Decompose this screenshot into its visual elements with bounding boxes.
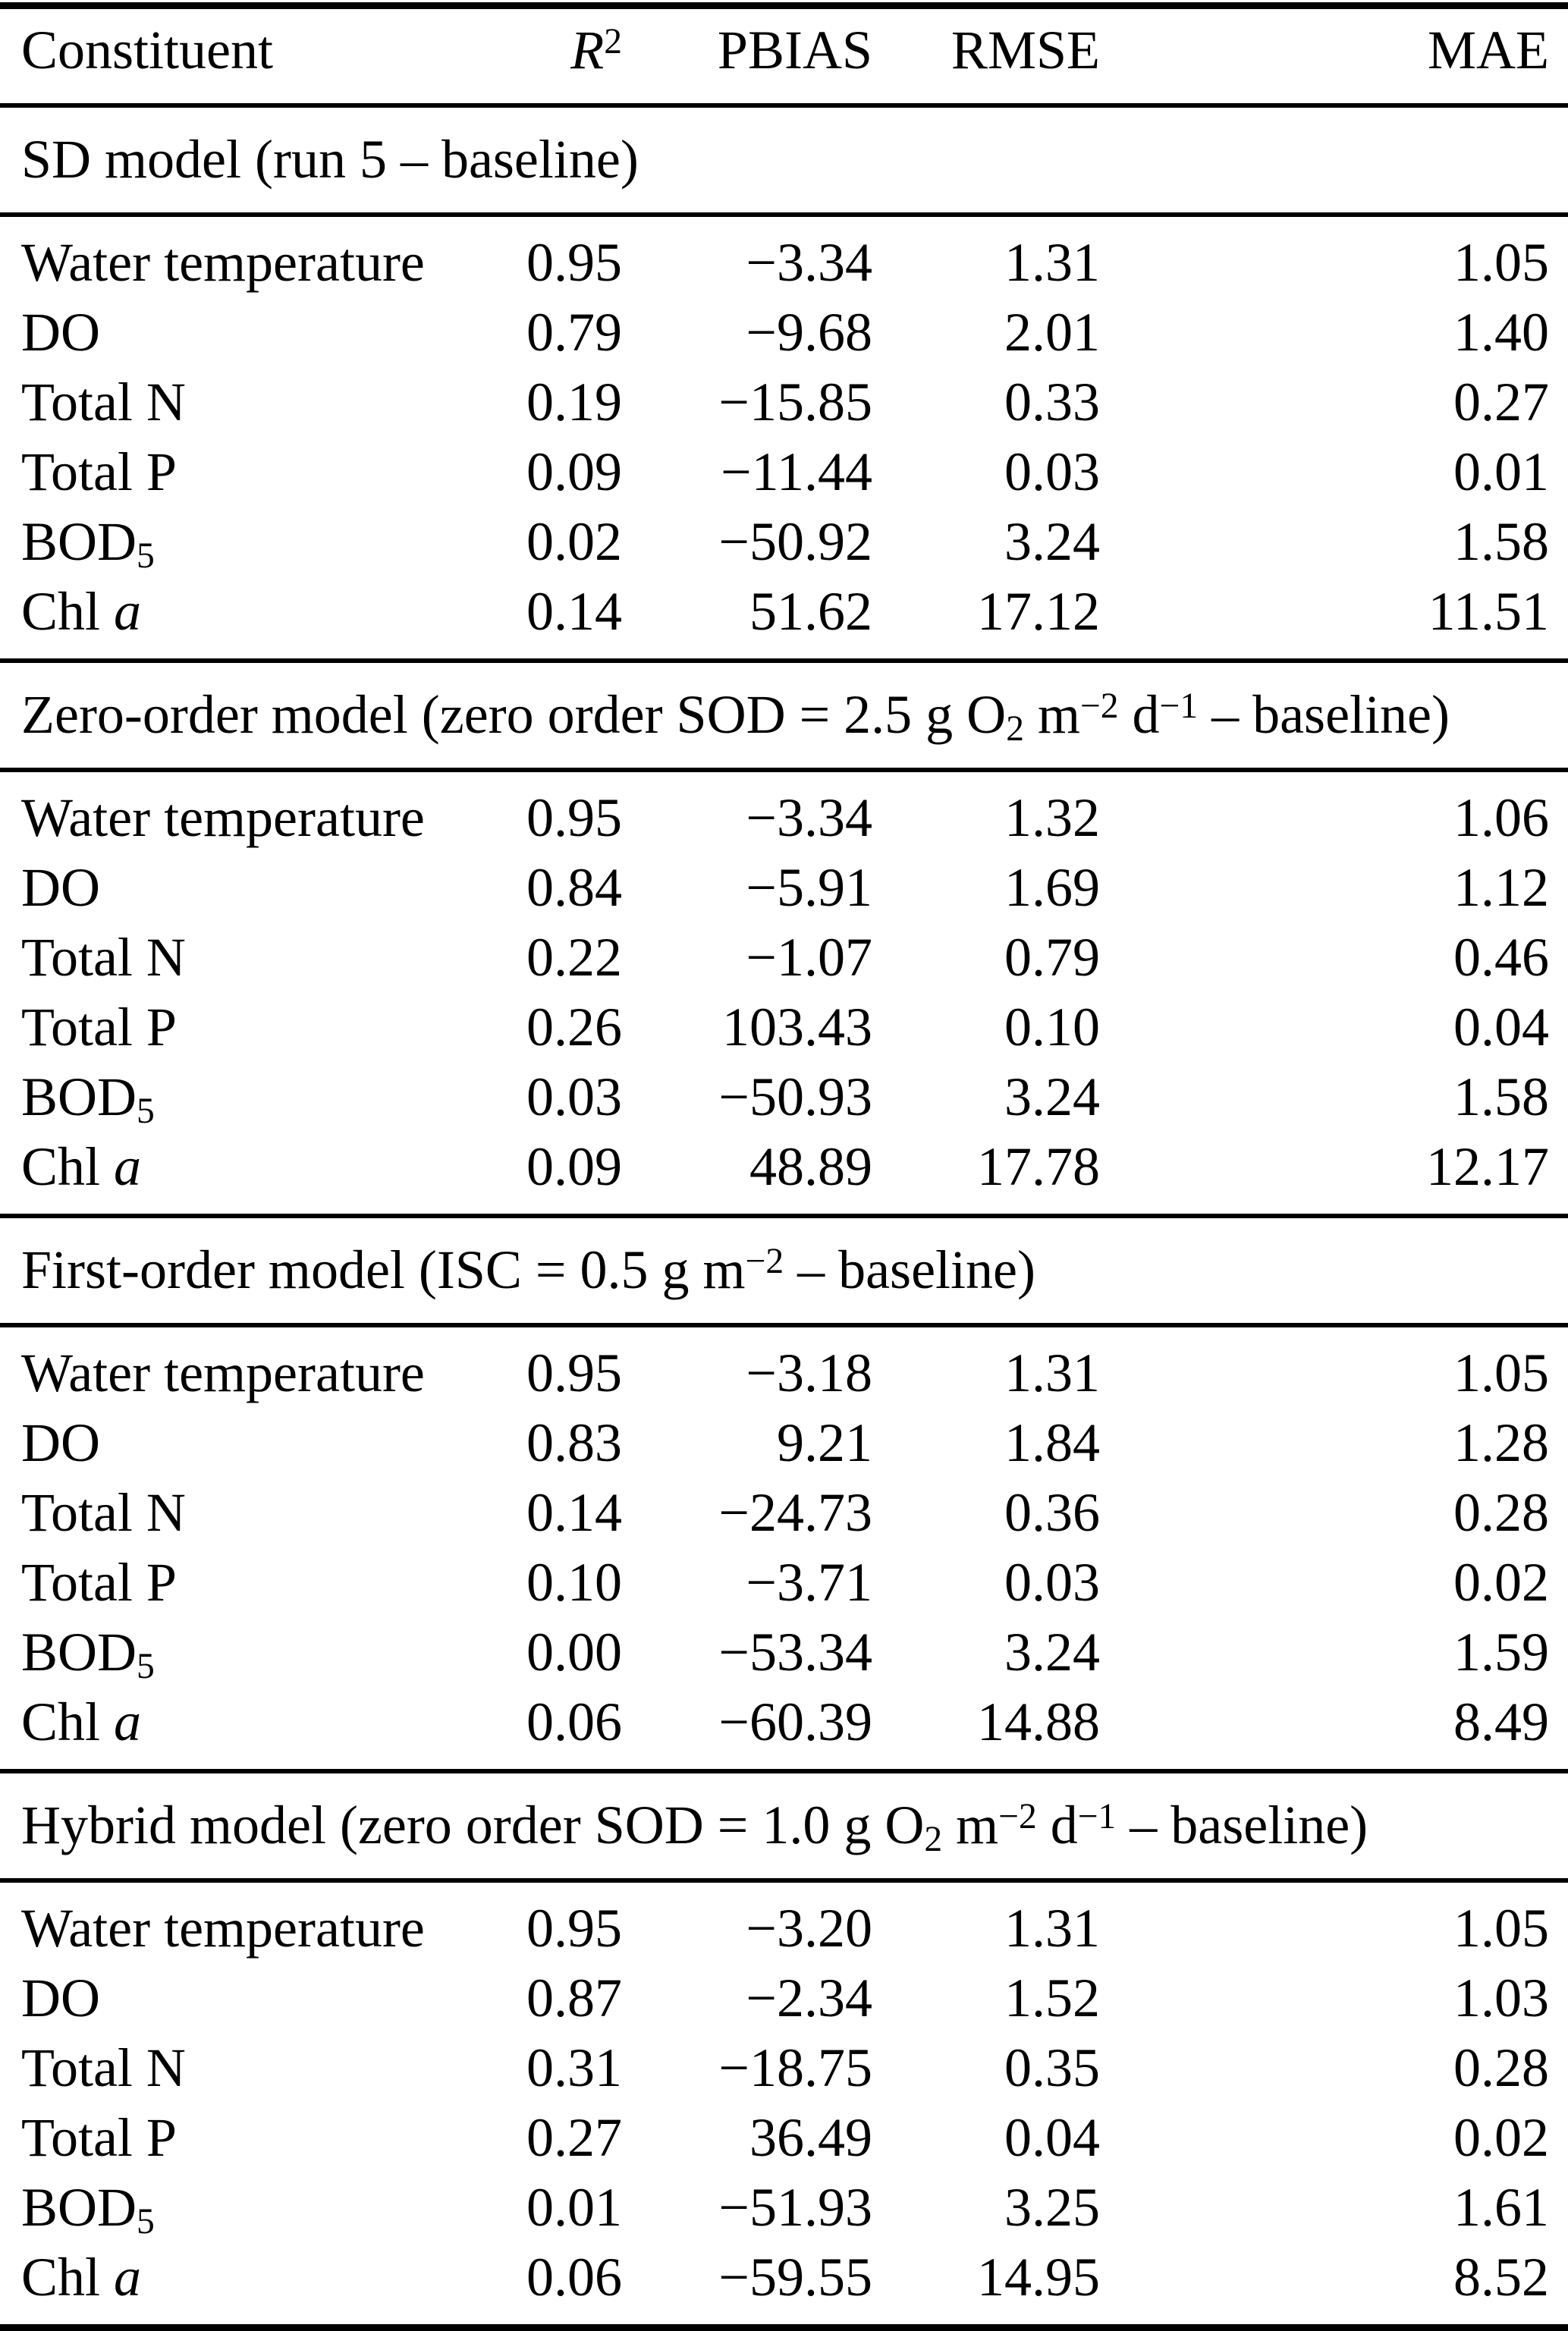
column-header-constituent: Constituent	[0, 6, 425, 106]
table-row	[0, 437, 1568, 507]
cell-rmse: 2.01	[1004, 302, 1100, 363]
column-header-mae: MAE	[1100, 6, 1568, 106]
cell-r2: 0.06	[526, 2247, 622, 2307]
row-label: Total P	[21, 1552, 177, 1613]
row-label: Water temperature	[21, 787, 425, 848]
cell-r2: 0.95	[526, 232, 622, 293]
row-label: Chl a	[21, 2247, 142, 2307]
cell-rmse: 3.24	[1004, 1067, 1100, 1127]
cell-rmse: 0.04	[1004, 2107, 1100, 2168]
section-header-row	[0, 1771, 1568, 1880]
cell-mae: 1.59	[1453, 1622, 1549, 1682]
section-header-row	[0, 661, 1568, 770]
cell-rmse: 1.31	[1004, 232, 1100, 293]
table-row	[0, 1132, 1568, 1216]
cell-mae: 1.12	[1453, 857, 1549, 918]
row-label: Chl a	[21, 1136, 142, 1197]
table-row	[0, 1617, 1568, 1687]
cell-mae: 11.51	[1428, 581, 1549, 642]
table-body	[0, 105, 1568, 2328]
cell-rmse: 1.52	[1004, 1968, 1100, 2028]
cell-r2: 0.84	[526, 857, 622, 918]
cell-r2: 0.31	[526, 2037, 622, 2098]
row-label: Total P	[21, 2107, 177, 2168]
cell-rmse: 17.78	[977, 1136, 1100, 1197]
cell-rmse: 1.31	[1004, 1898, 1100, 1959]
section-title: Hybrid model (zero order SOD = 1.0 g $O_2$ $m^{-2}$ $d^{-1}$ – baseline)	[0, 1771, 1568, 1880]
cell-pbias: −51.93	[718, 2177, 872, 2238]
cell-pbias: −3.18	[746, 1343, 872, 1403]
row-label: Water temperature	[21, 1898, 425, 1959]
cell-r2: 0.79	[526, 302, 622, 363]
table-row	[0, 853, 1568, 922]
cell-r2: 0.22	[526, 927, 622, 988]
row-label: Water temperature	[21, 232, 425, 293]
cell-rmse: 0.03	[1004, 441, 1100, 502]
cell-r2: 0.95	[526, 787, 622, 848]
cell-rmse: 0.33	[1004, 372, 1100, 432]
header-row	[0, 6, 1568, 106]
table-row	[0, 922, 1568, 992]
cell-rmse: 0.79	[1004, 927, 1100, 988]
cell-r2: 0.09	[526, 1136, 622, 1197]
table-row	[0, 1408, 1568, 1478]
cell-pbias: −53.34	[718, 1622, 872, 1682]
table-row	[0, 2172, 1568, 2242]
cell-r2: 0.00	[526, 1622, 622, 1682]
row-label: Total N	[21, 2037, 186, 2098]
table-row	[0, 1963, 1568, 2033]
row-label: $BOD_5$	[21, 511, 155, 576]
table-row	[0, 576, 1568, 661]
cell-mae: 1.40	[1453, 302, 1549, 363]
cell-r2: 0.02	[526, 511, 622, 572]
cell-mae: 1.05	[1453, 232, 1549, 293]
cell-rmse: 14.88	[977, 1692, 1100, 1752]
cell-r2: 0.01	[526, 2177, 622, 2238]
section-title: SD model (run 5 – baseline)	[0, 105, 1568, 215]
cell-mae: 1.58	[1453, 511, 1549, 572]
cell-pbias: −15.85	[718, 372, 872, 432]
row-label: DO	[21, 1968, 100, 2028]
cell-r2: 0.03	[526, 1067, 622, 1127]
row-label: Total N	[21, 1482, 186, 1543]
cell-r2: 0.95	[526, 1343, 622, 1403]
cell-pbias: −24.73	[718, 1482, 872, 1543]
row-label: DO	[21, 1412, 100, 1473]
cell-mae: 0.28	[1453, 1482, 1549, 1543]
cell-r2: 0.87	[526, 1968, 622, 2028]
cell-pbias: −3.20	[746, 1898, 872, 1959]
column-header-r2: $R^2$	[425, 6, 622, 106]
cell-mae: 0.02	[1453, 1552, 1549, 1613]
cell-pbias: −3.34	[746, 787, 872, 848]
cell-rmse: 0.03	[1004, 1552, 1100, 1613]
cell-rmse: 0.36	[1004, 1482, 1100, 1543]
cell-pbias: −18.75	[718, 2037, 872, 2098]
table-row	[0, 1547, 1568, 1617]
cell-pbias: −3.34	[746, 232, 872, 293]
cell-r2: 0.26	[526, 997, 622, 1057]
table-container	[0, 2, 1568, 2331]
cell-rmse: 3.24	[1004, 1622, 1100, 1682]
cell-pbias: 36.49	[749, 2107, 872, 2168]
cell-r2: 0.19	[526, 372, 622, 432]
row-label: DO	[21, 857, 100, 918]
cell-mae: 0.27	[1453, 372, 1549, 432]
cell-rmse: 1.69	[1004, 857, 1100, 918]
row-label: Chl a	[21, 581, 142, 642]
cell-pbias: −59.55	[718, 2247, 872, 2307]
row-label: DO	[21, 302, 100, 363]
cell-mae: 1.06	[1453, 787, 1549, 848]
table-row	[0, 2103, 1568, 2172]
cell-pbias: −50.92	[718, 511, 872, 572]
cell-mae: 8.49	[1453, 1692, 1549, 1752]
row-label: $BOD_5$	[21, 2177, 155, 2242]
cell-mae: 1.03	[1453, 1968, 1549, 2028]
section-header-row	[0, 105, 1568, 215]
cell-r2: 0.14	[526, 1482, 622, 1543]
row-label: Total P	[21, 997, 177, 1057]
cell-mae: 0.04	[1453, 997, 1549, 1057]
cell-mae: 12.17	[1426, 1136, 1549, 1197]
cell-r2: 0.09	[526, 441, 622, 502]
cell-pbias: −1.07	[746, 927, 872, 988]
cell-pbias: −60.39	[718, 1692, 872, 1752]
cell-rmse: 1.31	[1004, 1343, 1100, 1403]
cell-rmse: 0.35	[1004, 2037, 1100, 2098]
cell-mae: 8.52	[1453, 2247, 1549, 2307]
cell-r2: 0.83	[526, 1412, 622, 1473]
cell-rmse: 1.32	[1004, 787, 1100, 848]
cell-rmse: 1.84	[1004, 1412, 1100, 1473]
table-row	[0, 1687, 1568, 1771]
cell-pbias: −11.44	[721, 441, 872, 502]
table-row	[0, 215, 1568, 297]
cell-pbias: 103.43	[722, 997, 872, 1057]
table-row	[0, 2033, 1568, 2103]
cell-mae: 1.05	[1453, 1898, 1549, 1959]
row-label: Total P	[21, 441, 177, 502]
cell-pbias: −9.68	[746, 302, 872, 363]
cell-mae: 1.61	[1453, 2177, 1549, 2238]
cell-pbias: −5.91	[746, 857, 872, 918]
row-label: Chl a	[21, 1692, 142, 1752]
cell-pbias: 51.62	[749, 581, 872, 642]
section-title: First-order model (ISC = 0.5 g $m^{-2}$ – baseline)	[0, 1216, 1568, 1325]
table-row	[0, 2242, 1568, 2328]
cell-rmse: 3.25	[1004, 2177, 1100, 2238]
cell-pbias: −2.34	[746, 1968, 872, 2028]
table-row	[0, 992, 1568, 1062]
cell-mae: 0.01	[1453, 441, 1549, 502]
cell-mae: 1.05	[1453, 1343, 1549, 1403]
section-title: Zero-order model (zero order SOD = 2.5 g $O_2$ $m^{-2}$ $d^{-1}$ – baseline)	[0, 661, 1568, 770]
cell-pbias: 48.89	[749, 1136, 872, 1197]
row-label: Total N	[21, 927, 186, 988]
cell-r2: 0.10	[526, 1552, 622, 1613]
row-label: Water temperature	[21, 1343, 425, 1403]
cell-rmse: 3.24	[1004, 511, 1100, 572]
cell-pbias: −50.93	[718, 1067, 872, 1127]
table-row	[0, 1478, 1568, 1547]
cell-mae: 1.28	[1453, 1412, 1549, 1473]
cell-r2: 0.06	[526, 1692, 622, 1752]
cell-r2: 0.14	[526, 581, 622, 642]
table-head	[0, 6, 1568, 106]
section-header-row	[0, 1216, 1568, 1325]
table-row	[0, 770, 1568, 853]
cell-mae: 0.46	[1453, 927, 1549, 988]
cell-pbias: 9.21	[777, 1412, 872, 1473]
cell-pbias: −3.71	[746, 1552, 872, 1613]
table-row	[0, 1062, 1568, 1132]
cell-mae: 0.02	[1453, 2107, 1549, 2168]
row-label: $BOD_5$	[21, 1067, 155, 1132]
cell-rmse: 0.10	[1004, 997, 1100, 1057]
table-row	[0, 297, 1568, 367]
table-row	[0, 1325, 1568, 1408]
cell-rmse: 14.95	[977, 2247, 1100, 2307]
row-label: $BOD_5$	[21, 1622, 155, 1687]
cell-r2: 0.95	[526, 1898, 622, 1959]
column-header-pbias: PBIAS	[622, 6, 872, 106]
cell-r2: 0.27	[526, 2107, 622, 2168]
cell-mae: 1.58	[1453, 1067, 1549, 1127]
table-row	[0, 367, 1568, 437]
table-row	[0, 1880, 1568, 1963]
table-row	[0, 507, 1568, 576]
column-header-rmse: RMSE	[872, 6, 1100, 106]
cell-mae: 0.28	[1453, 2037, 1549, 2098]
cell-rmse: 17.12	[977, 581, 1100, 642]
row-label: Total N	[21, 372, 186, 432]
model-performance-table	[0, 2, 1568, 2331]
